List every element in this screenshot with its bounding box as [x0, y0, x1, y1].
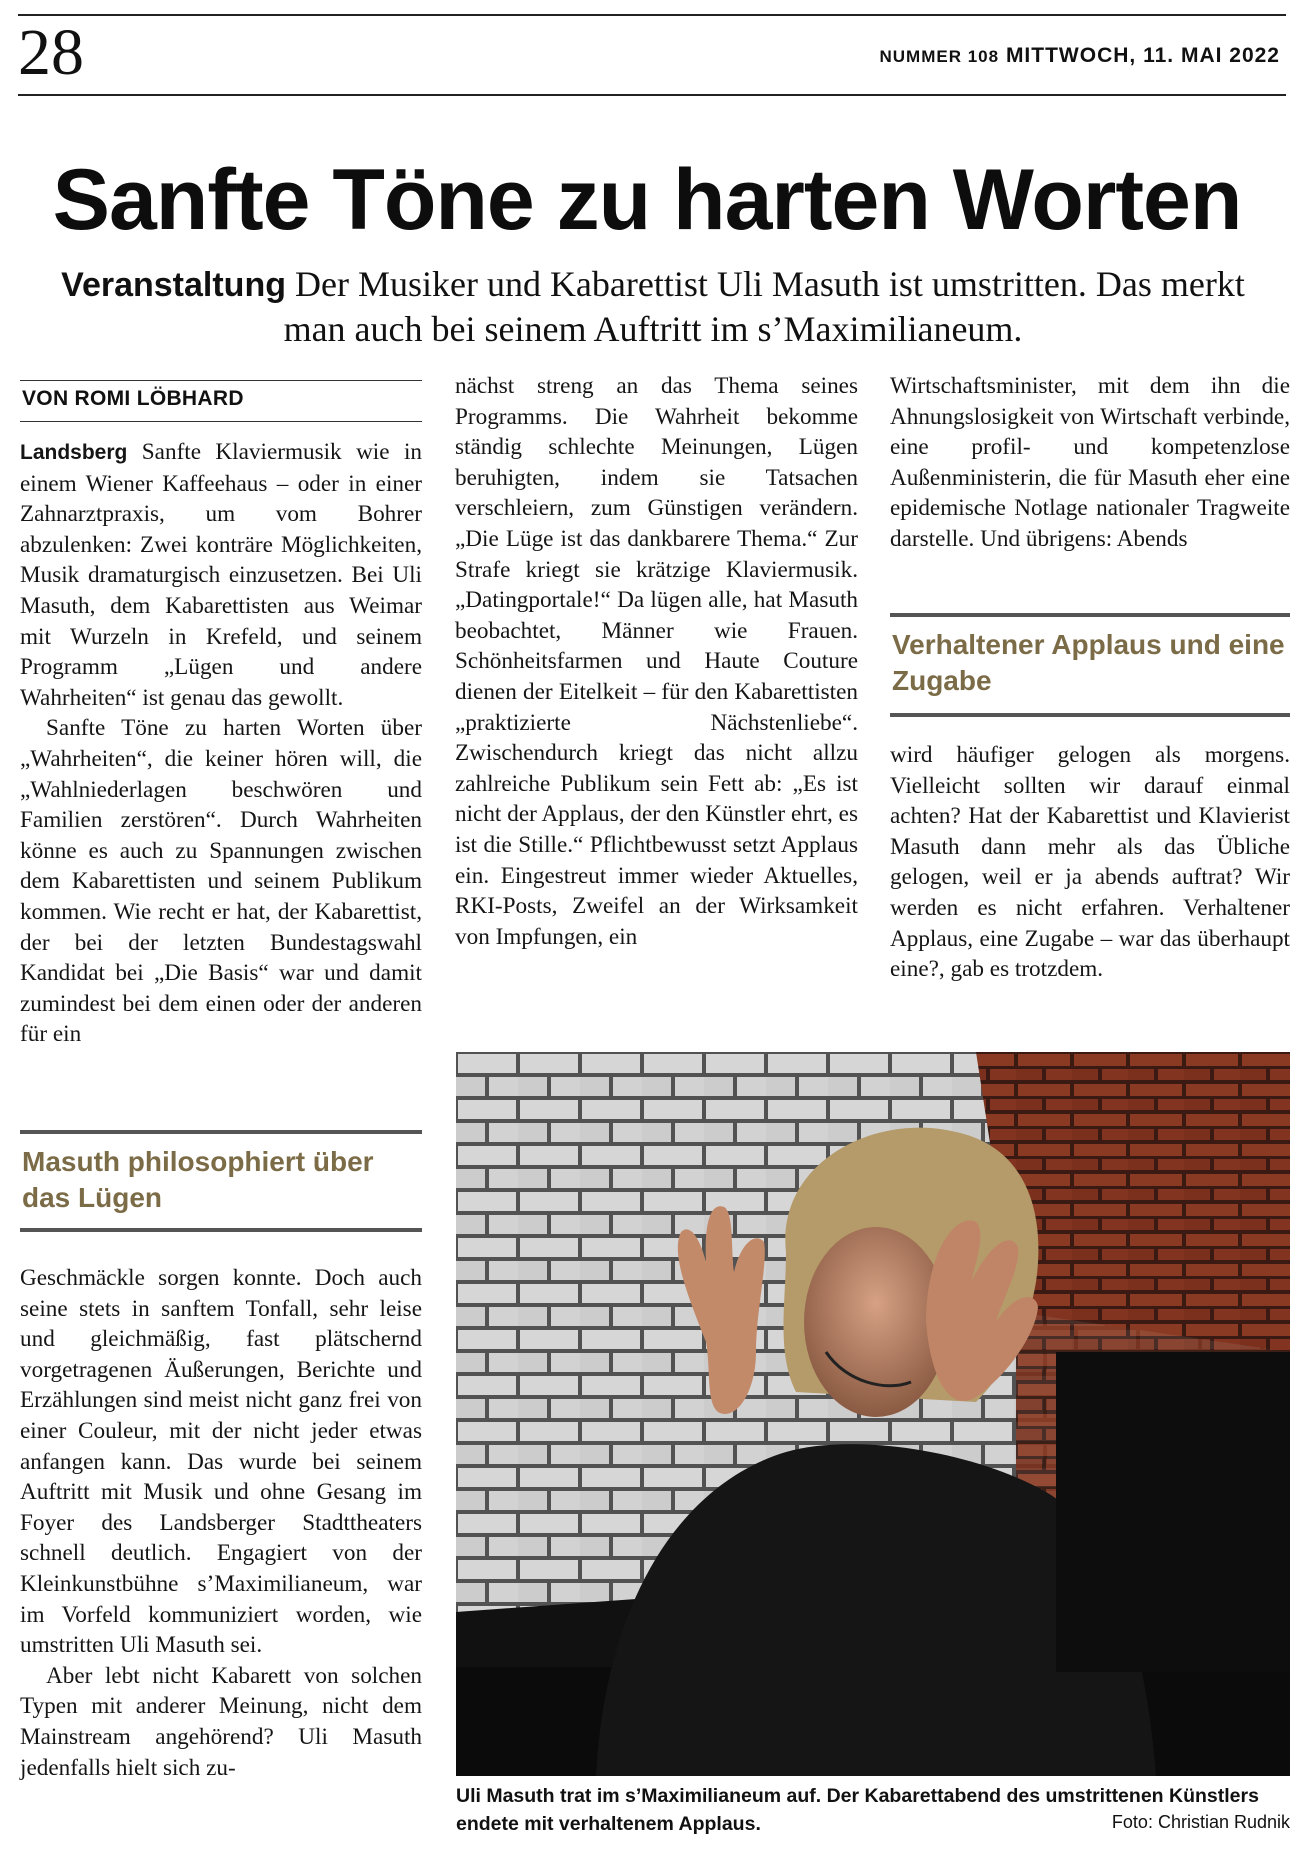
intertitle-2: Verhaltener Applaus und eine Zugabe	[890, 613, 1290, 717]
paragraph-text: Sanfte Klaviermusik wie in einem Wiener Kaffeehaus – oder in einer Zahnarztpraxis, um vom Bohrer abzulenken: Zwei konträre Möglichkeiten, Musik dramaturgisch einzusetzen. Bei Uli Masuth, dem Kabarettisten aus Weimar mit Wurzeln in Krefeld, und seinem Programm „Lügen und andere Wahrheiten“ ist genau das gewollt.	[20, 439, 422, 711]
photo-caption: Uli Masuth trat im s’Maximilianeum auf. Der Kabarettabend des umstrittenen Künstlers endete mit verhaltenem Applaus.	[456, 1785, 1259, 1835]
header-rule	[18, 94, 1286, 96]
byline	[20, 380, 422, 422]
byline-text: VON ROMI LÖBHARD	[22, 387, 244, 410]
paragraph: Aber lebt nicht Kabarett von solchen Typen mit anderer Meinung, nicht dem Mainstream angehörend? Uli Masuth jedenfalls hielt sich zu-	[20, 1662, 422, 1781]
article-column-3b	[890, 740, 1290, 985]
paragraph: wird häufiger gelogen als morgens. Vielleicht sollten wir darauf einmal achten? Hat der Kabarettist und Klavierist Masuth dann mehr als das Übliche gelogen, weil er ja abends auftrat? Wir werden es nicht erfahren. Verhaltener Applaus, eine Zugabe – war das überhaupt eine?, gab es trotzdem.	[890, 742, 1290, 983]
paragraph	[20, 437, 422, 713]
photo-performer-image	[456, 1052, 1290, 1776]
article-column-1	[20, 437, 422, 1050]
article-column-2	[455, 371, 858, 952]
paragraph: nächst streng an das Thema seines Programms. Die Wahrheit bekomme ständig schlechte Meinungen, Lügen beruhigten, indem sie Tatsachen verschleiern, zum Günstigen verändern. „Die Lüge ist das dankbarere Thema.“ Zur Strafe kriegt sie krätzige Klaviermusik. „Datingportale!“ Da lügen alle, hat Masuth beobachtet, Männer wie Frauen. Schönheitsfarmen und Haute Couture dienen der Eitelkeit – für den Kabarettisten „praktizierte Nächstenliebe“. Zwischendurch kriegt das nicht allzu zahlreiche Publikum sein Fett ab: „Es ist nicht der Applaus, der den Künstler ehrt, es ist die Stille.“ Pflichtbewusst setzt Applaus ein. Eingestreut immer wieder Aktuelles, RKI-Posts, Zweifel an der Wirksamkeit von Impfungen, ein	[455, 373, 858, 950]
paragraph: Wirtschaftsminister, mit dem ihn die Ahnungslosigkeit von Wirtschaft verbinde, eine profil- und kompetenzlose Außenministerin, die für Masuth eher eine epidemische Notlage nationaler Tragweite darstelle. Und übrigens: Abends	[890, 373, 1290, 552]
paragraph: Geschmäckle sorgen konnte. Doch auch seine stets in sanftem Tonfall, sehr leise und gleichmäßig, fast plätschernd vorgetragenen Äußerungen, Berichte und Erzählungen sind meist nicht ganz frei von einer Couleur, mit der nicht jeder etwas anfangen kann. Das wurde bei seinem Auftritt mit Musik und ohne Gesang im Foyer des Landsberger Stadttheaters schnell deutlich. Engagiert von der Kleinkunstbühne s’Maximilianeum, war im Vorfeld kommuniziert worden, wie umstritten Uli Masuth sei.	[20, 1265, 422, 1659]
issue-number: NUMMER 108	[879, 47, 1000, 66]
page-number: 28	[18, 16, 84, 89]
headline: Sanfte Töne zu harten Worten	[52, 152, 1242, 248]
subheadline	[28, 262, 1278, 351]
article-photo	[456, 1052, 1290, 1776]
issue-date: MITTWOCH, 11. MAI 2022	[1005, 44, 1280, 67]
kicker: Veranstaltung	[61, 266, 286, 304]
top-rule	[18, 14, 1286, 16]
paragraph: Sanfte Töne zu harten Worten über „Wahrheiten“, die keiner hören will, die „Wahlniederlagen beschwören und Familien zerstören“. Durch Wahrheiten könne es auch zu Spannungen zwischen dem Kabarettisten und seinem Publikum kommen. Wie recht er hat, der Kabarettist, der bei der letzten Bundestagswahl Kandidat bei „Die Basis“ war und damit zumindest bei dem einen oder der anderen für ein	[20, 715, 422, 1048]
issue-line	[880, 44, 1281, 68]
dateline-place: Landsberg	[20, 441, 128, 464]
photo-credit: Foto: Christian Rudnik	[1111, 1812, 1290, 1832]
subheadline-text: Der Musiker und Kabarettist Uli Masuth ist umstritten. Das merkt man auch bei seinem Auftritt im s’Maximilianeum.	[283, 264, 1245, 349]
article-column-3	[890, 371, 1290, 555]
article-column-1b	[20, 1263, 422, 1783]
intertitle-1: Masuth philosophiert über das Lügen	[20, 1130, 422, 1232]
